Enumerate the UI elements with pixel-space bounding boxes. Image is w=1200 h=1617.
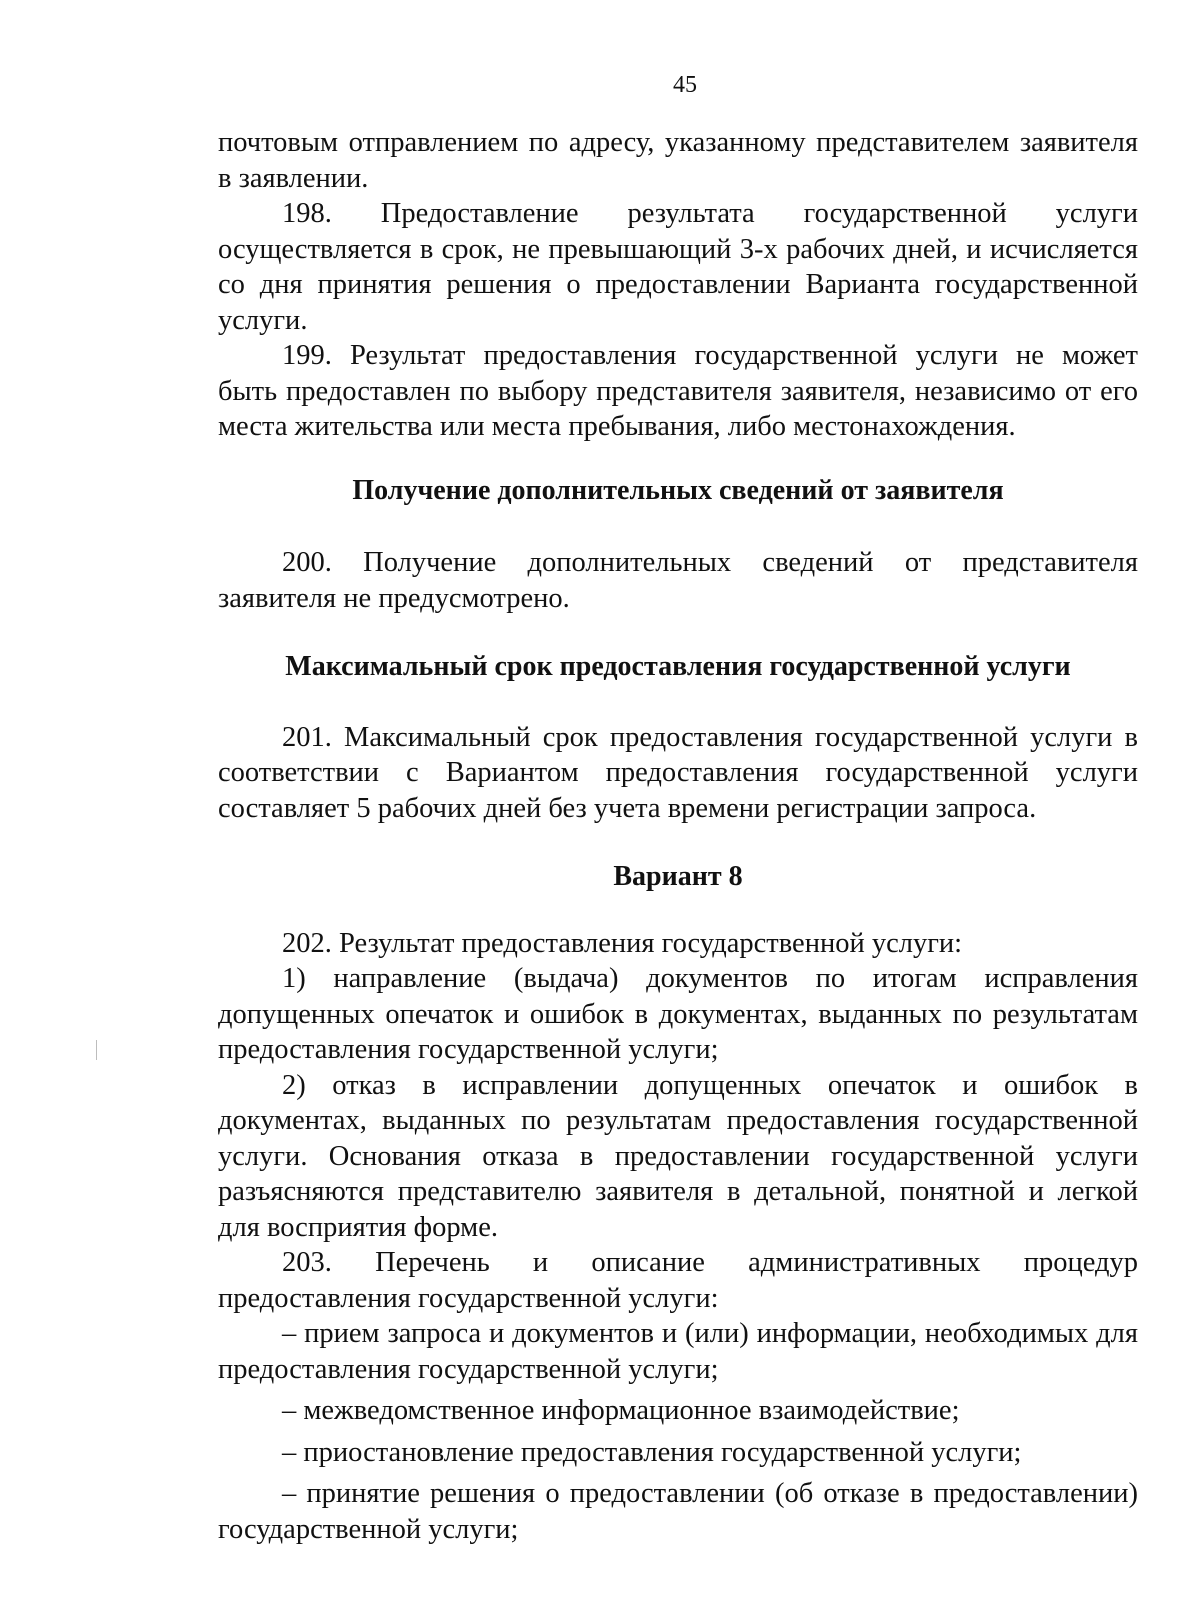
paragraph: 200. Получение дополнительных сведений от представителя заявителя не предусмотрено. bbox=[218, 547, 1138, 614]
paragraph: 198. Предоставление результата государственной услуги осуществляется в срок, не превышающий 3-х рабочих дней, и исчисляется со дня принятия решения о предоставлении Варианта государственной услуги. bbox=[218, 198, 1138, 336]
paragraph: 203. Перечень и описание административных процедур предоставления государственной услуги: bbox=[218, 1247, 1138, 1314]
paragraph: 1) направление (выдача) документов по итогам исправления допущенных опечаток и ошибок в документах, выданных по результатам предоставления государственной услуги; bbox=[218, 963, 1138, 1065]
paragraph: почтовым отправлением по адресу, указанному представителем заявителя в заявлении. bbox=[218, 127, 1138, 194]
paragraph: 202. Результат предоставления государственной услуги: bbox=[282, 927, 963, 959]
paragraph: – прием запроса и документов и (или) информации, необходимых для предоставления государственной услуги; bbox=[218, 1318, 1138, 1385]
page-number: 45 bbox=[673, 72, 697, 98]
section-heading: Максимальный срок предоставления государственной услуги bbox=[285, 651, 1071, 682]
paragraph: 199. Результат предоставления государственной услуги не может быть предоставлен по выбору представителя заявителя, независимо от его места жительства или места пребывания, либо местонахождения. bbox=[218, 340, 1138, 442]
paragraph: 201. Максимальный срок предоставления государственной услуги в соответствии с Вариантом предоставления государственной услуги составляет 5 рабочих дней без учета времени регистрации запроса. bbox=[218, 721, 1138, 824]
paragraph: – приостановление предоставления государственной услуги; bbox=[282, 1436, 1022, 1468]
paragraph: – межведомственное информационное взаимодействие; bbox=[282, 1395, 960, 1426]
scan-mark bbox=[96, 1040, 97, 1060]
paragraph: – принятие решения о предоставлении (об отказе в предоставлении) государственной услуги; bbox=[218, 1478, 1138, 1545]
paragraph: 2) отказ в исправлении допущенных опечаток и ошибок в документах, выданных по результатам предоставления государственной услуги. Основания отказа в предоставлении государственной услуги разъясняются представителю заявителя в детальной, понятной и легкой для восприятия форме. bbox=[218, 1069, 1138, 1243]
document-body bbox=[218, 125, 1138, 1547]
section-heading: Вариант 8 bbox=[613, 861, 743, 892]
section-heading: Получение дополнительных сведений от заявителя bbox=[352, 474, 1004, 506]
